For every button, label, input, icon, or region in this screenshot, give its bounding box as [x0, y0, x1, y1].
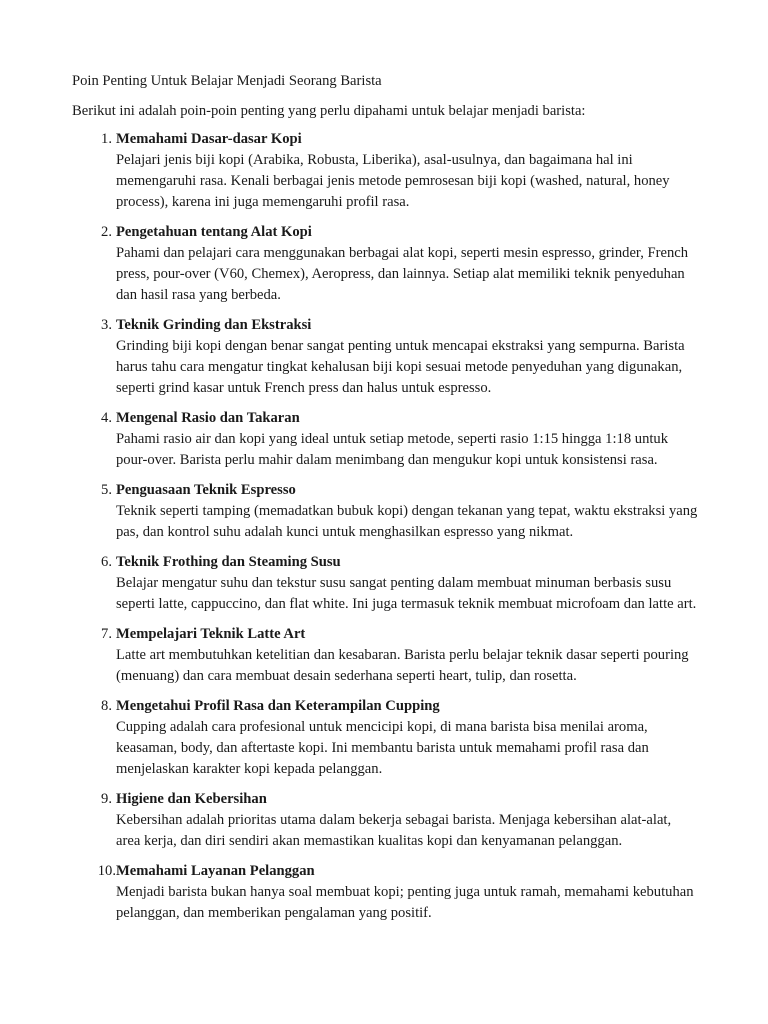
list-item: [72, 480, 698, 543]
list-item-body: Pelajari jenis biji kopi (Arabika, Robusta, Liberika), asal-usulnya, dan bagaimana hal ini memengaruhi rasa. Kenali berbagai jenis metode pemrosesan biji kopi (washed, natural, honey process), karena ini juga memengaruhi profil rasa.: [116, 152, 670, 210]
list-item: [72, 789, 698, 852]
list-item-body: Teknik seperti tamping (memadatkan bubuk kopi) dengan tekanan yang tepat, waktu ekstraksi yang pas, dan kontrol suhu adalah kunci untuk menghasilkan espresso yang nikmat.: [116, 503, 698, 540]
list-item-number: 10.: [97, 863, 116, 879]
document-title: Poin Penting Untuk Belajar Menjadi Seorang Barista: [72, 73, 382, 89]
list-item-heading: Memahami Dasar-dasar Kopi: [116, 131, 302, 147]
list-item-body: Latte art membutuhkan ketelitian dan kesabaran. Barista perlu belajar teknik dasar seperti pouring (menuang) dan cara membuat desain sederhana seperti heart, tulip, dan rosetta.: [116, 647, 689, 684]
list-item-number: 1.: [101, 131, 112, 147]
list-item: [72, 696, 698, 780]
list-item-number: 5.: [101, 482, 112, 498]
list-item: [72, 129, 698, 213]
list-item-number: 9.: [101, 791, 112, 807]
document-intro: Berikut ini adalah poin-poin penting yang perlu dipahami untuk belajar menjadi barista:: [72, 103, 586, 119]
list-item: [72, 315, 698, 399]
list-item-body: Cupping adalah cara profesional untuk mencicipi kopi, di mana barista bisa menilai aroma, keasaman, body, dan aftertaste kopi. Ini membantu barista untuk memahami profil rasa dan menjelaskan karakter kopi kepada pelanggan.: [116, 719, 649, 777]
list-item-body: Pahami dan pelajari cara menggunakan berbagai alat kopi, seperti mesin espresso, grinder, French press, pour-over (V60, Chemex), Aeropress, dan lainnya. Setiap alat memiliki teknik penyeduhan dan hasil rasa yang berbeda.: [116, 245, 689, 303]
list-item-body: Belajar mengatur suhu dan tekstur susu sangat penting dalam membuat minuman berbasis susu seperti latte, cappuccino, dan flat white. Ini juga termasuk teknik membuat microfoam dan latte art.: [116, 575, 697, 612]
list-item: [72, 861, 698, 924]
list-item: [72, 552, 698, 615]
list-item-body: Grinding biji kopi dengan benar sangat penting untuk mencapai ekstraksi yang sempurna. Barista harus tahu cara mengatur tingkat kehalusan biji kopi sesuai metode penyeduhan yang digunakan, seperti grind kasar untuk French press dan halus untuk espresso.: [116, 338, 685, 396]
numbered-list: [72, 129, 698, 924]
list-item-number: 3.: [101, 317, 112, 333]
list-item-heading: Memahami Layanan Pelanggan: [116, 863, 315, 879]
list-item-heading: Mengenal Rasio dan Takaran: [116, 410, 300, 426]
list-item-number: 7.: [101, 626, 112, 642]
list-item-heading: Teknik Grinding dan Ekstraksi: [116, 317, 312, 333]
list-item-body: Pahami rasio air dan kopi yang ideal untuk setiap metode, seperti rasio 1:15 hingga 1:18 untuk pour-over. Barista perlu mahir dalam menimbang dan mengukur kopi untuk konsistensi rasa.: [116, 431, 669, 468]
list-item-number: 6.: [101, 554, 112, 570]
list-item-heading: Mengetahui Profil Rasa dan Keterampilan Cupping: [116, 698, 440, 714]
list-item-number: 4.: [101, 410, 112, 426]
list-item-heading: Pengetahuan tentang Alat Kopi: [116, 224, 312, 240]
list-item-heading: Mempelajari Teknik Latte Art: [116, 626, 306, 642]
list-item-body: Menjadi barista bukan hanya soal membuat kopi; penting juga untuk ramah, memahami kebutuhan pelanggan, dan memberikan pengalaman yang positif.: [116, 884, 694, 921]
list-item: [72, 624, 698, 687]
list-item: [72, 408, 698, 471]
document-page: [72, 71, 698, 933]
list-item-heading: Teknik Frothing dan Steaming Susu: [116, 554, 341, 570]
list-item-number: 2.: [101, 224, 112, 240]
list-item-number: 8.: [101, 698, 112, 714]
list-item-heading: Penguasaan Teknik Espresso: [116, 482, 296, 498]
list-item-heading: Higiene dan Kebersihan: [116, 791, 267, 807]
list-item-body: Kebersihan adalah prioritas utama dalam bekerja sebagai barista. Menjaga kebersihan alat-alat, area kerja, dan diri sendiri akan memastikan kualitas kopi dan kenyamanan pelanggan.: [116, 812, 672, 849]
list-item: [72, 222, 698, 306]
